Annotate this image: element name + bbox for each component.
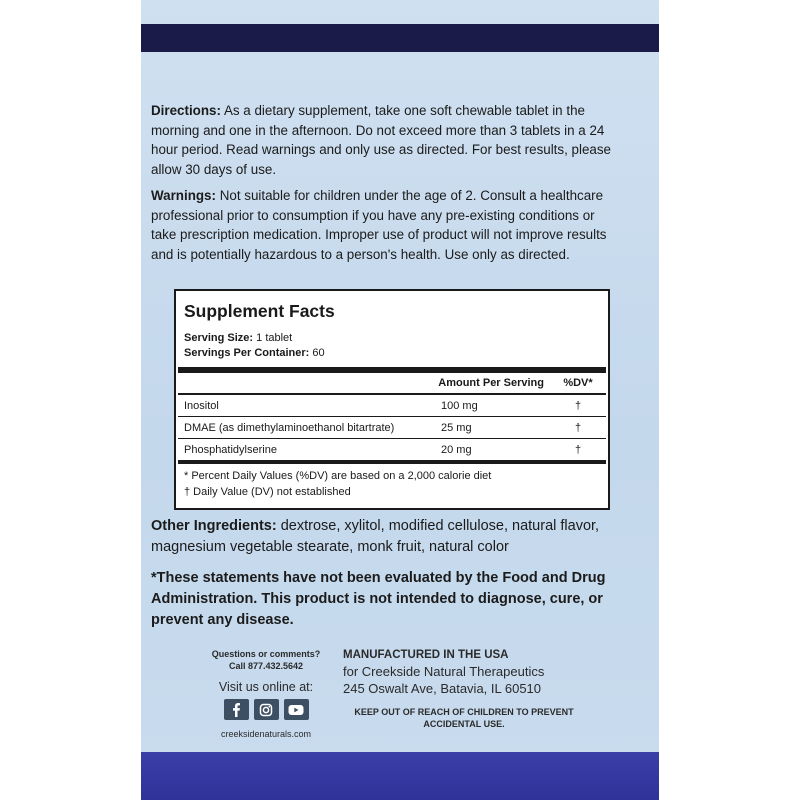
keep-out-of-reach-warning: KEEP OUT OF REACH OF CHILDREN TO PREVENT ACCIDENTAL USE. <box>354 707 574 729</box>
phone-text: Call 877.432.5642 <box>228 661 304 671</box>
dv-header: %DV* <box>563 377 593 389</box>
facts-row <box>184 395 600 416</box>
ingredient-amount: 20 mg <box>441 443 472 456</box>
visit-online-text: Visit us online at: <box>218 680 314 694</box>
facts-row <box>184 417 600 438</box>
directions-paragraph <box>151 101 617 179</box>
ingredient-dv: † <box>574 443 582 456</box>
ingredient-dv: † <box>574 399 582 412</box>
amount-per-serving-header: Amount Per Serving <box>438 377 544 389</box>
instagram-icon[interactable] <box>254 699 279 720</box>
manufacturer-block <box>343 647 583 697</box>
directions-text: As a dietary supplement, take one soft chewable tablet in the morning and one in the afternoon. Do not exceed more than 3 tablets in a 24 hour period. Read warnings and only use as directed. For best results, please allow 30 days of use. <box>151 103 612 177</box>
manufacturer-address: 245 Oswalt Ave, Batavia, IL 60510 <box>343 681 542 696</box>
ingredient-amount: 25 mg <box>441 421 472 434</box>
other-ingredients-label: Other Ingredients: <box>151 518 277 534</box>
ingredient-name: Phosphatidylserine <box>184 443 277 456</box>
serving-size-value: 1 tablet <box>256 332 293 344</box>
questions-text: Questions or comments? <box>211 649 321 659</box>
facts-row <box>184 439 600 460</box>
facebook-icon[interactable] <box>224 699 249 720</box>
servings-value: 60 <box>312 347 325 359</box>
supplement-facts-title: Supplement Facts <box>184 301 335 321</box>
serving-size-label: Serving Size: <box>184 332 254 344</box>
directions-label: Directions: <box>151 103 221 118</box>
other-ingredients-paragraph <box>151 516 617 558</box>
manufacturer-name: for Creekside Natural Therapeutics <box>343 664 545 679</box>
bottom-color-band <box>141 752 659 800</box>
social-icons <box>191 699 341 720</box>
serving-size <box>184 331 600 346</box>
servings-per-container <box>184 346 600 361</box>
other-ingredients-text: dextrose, xylitol, modified cellulose, natural flavor, magnesium vegetable stearate, monk fruit, natural color <box>151 518 600 555</box>
servings-label: Servings Per Container: <box>184 347 310 359</box>
ingredient-amount: 100 mg <box>441 399 478 412</box>
facts-footnotes <box>184 464 600 500</box>
contact-block <box>191 648 341 740</box>
facts-header-row <box>184 373 600 393</box>
fda-disclaimer: *These statements have not been evaluated by the Food and Drug Administration. This product is not intended to diagnose, cure, or prevent any disease. <box>151 570 606 628</box>
label-panel <box>141 0 659 800</box>
top-color-band <box>141 24 659 52</box>
warnings-text: Not suitable for children under the age of 2. Consult a healthcare professional prior to consumption if you have any pre-existing conditions or take prescription medication. Improper use of product will not improve results and is potentially hazardous to a person's health. Use only as directed. <box>151 188 607 262</box>
warnings-paragraph <box>151 186 617 264</box>
ingredient-dv: † <box>574 421 582 434</box>
supplement-facts-panel <box>174 289 610 510</box>
youtube-icon[interactable] <box>284 699 309 720</box>
manufactured-heading: MANUFACTURED IN THE USA <box>343 649 509 661</box>
warnings-label: Warnings: <box>151 188 216 203</box>
ingredient-name: DMAE (as dimethylaminoethanol bitartrate) <box>184 421 395 434</box>
ingredient-name: Inositol <box>184 399 219 412</box>
footnote-dv: * Percent Daily Values (%DV) are based on a 2,000 calorie diet <box>184 470 492 482</box>
footnote-dagger: † Daily Value (DV) not established <box>184 486 351 498</box>
website-text: creeksidenaturals.com <box>220 729 312 739</box>
